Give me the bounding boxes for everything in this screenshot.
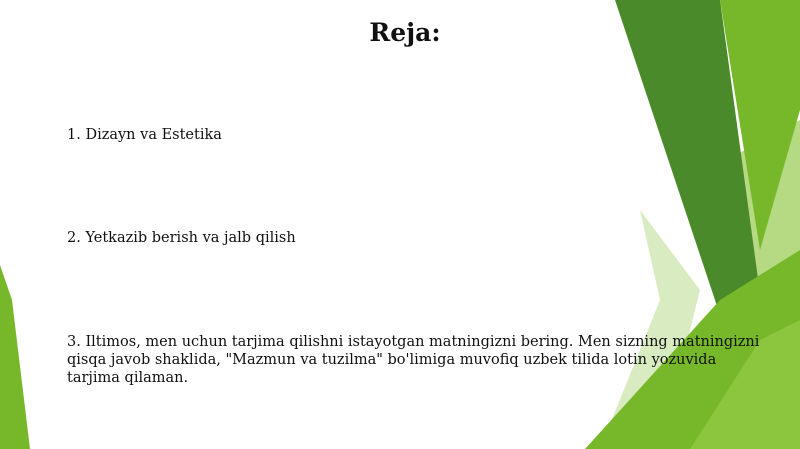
plan-item-1: 1. Dizayn va Estetika [67,127,222,143]
left-green-sliver [0,265,30,449]
plan-item-2: 2. Yetkazib berish va jalb qilish [67,230,296,246]
plan-item-3: 3. Iltimos, men uchun tarjima qilishni istayotgan matningizni bering. Men sizning matningizni qisqa javob shaklida, "Mazmun va tuzilma" bo'limiga muvofiq uzbek tilida lotin yozuvida tarjima qilaman. [67,334,760,386]
slide-title: Reja: [369,18,441,47]
